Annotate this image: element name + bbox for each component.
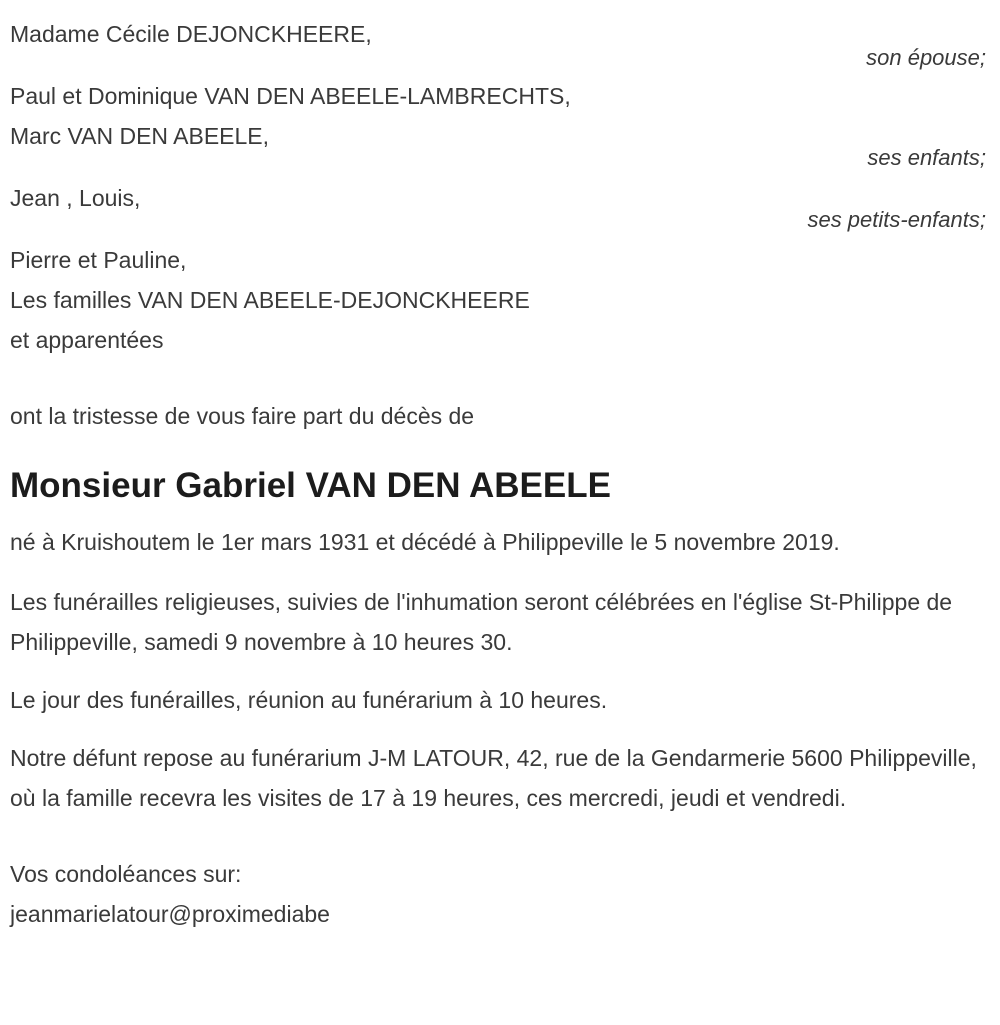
great-grandchildren-names-line: Pierre et Pauline, [10, 247, 187, 273]
spouse-relation-label: son épouse; [866, 45, 986, 70]
meeting-details-paragraph: Le jour des funérailles, réunion au funérarium à 10 heures. [10, 687, 608, 713]
grandchildren-relation-label: ses petits-enfants; [807, 207, 986, 232]
deceased-name-heading: Monsieur Gabriel VAN DEN ABEELE [10, 466, 611, 505]
funeral-details-paragraph: Les funérailles religieuses, suivies de l'inhumation seront célébrées en l'église St-Philippe de Philippeville, samedi 9 novembre à 10 heures 30. [10, 589, 953, 655]
announcement-intro-line: ont la tristesse de vous faire part du décès de [10, 403, 475, 429]
repose-details-paragraph: Notre défunt repose au funérarium J-M LATOUR, 42, rue de la Gendarmerie 5600 Philippeville, où la famille recevra les visites de 17 à 19 heures, ces mercredi, jeudi et vendredi. [10, 745, 977, 811]
condolences-label: Vos condoléances sur: [10, 861, 242, 887]
spouse-name-line: Madame Cécile DEJONCKHEERE, [10, 21, 372, 47]
condolences-email: jeanmarielatour@proximediabe [10, 901, 330, 927]
grandchildren-names-line: Jean , Louis, [10, 185, 141, 211]
children-names-line-1: Paul et Dominique VAN DEN ABEELE-LAMBRECHTS, [10, 83, 571, 109]
birth-death-paragraph: né à Kruishoutem le 1er mars 1931 et décédé à Philippeville le 5 novembre 2019. [10, 529, 840, 555]
families-line-2: et apparentées [10, 327, 164, 353]
children-relation-label: ses enfants; [867, 145, 986, 170]
families-line-1: Les familles VAN DEN ABEELE-DEJONCKHEERE [10, 287, 530, 313]
children-names-line-2: Marc VAN DEN ABEELE, [10, 123, 270, 149]
